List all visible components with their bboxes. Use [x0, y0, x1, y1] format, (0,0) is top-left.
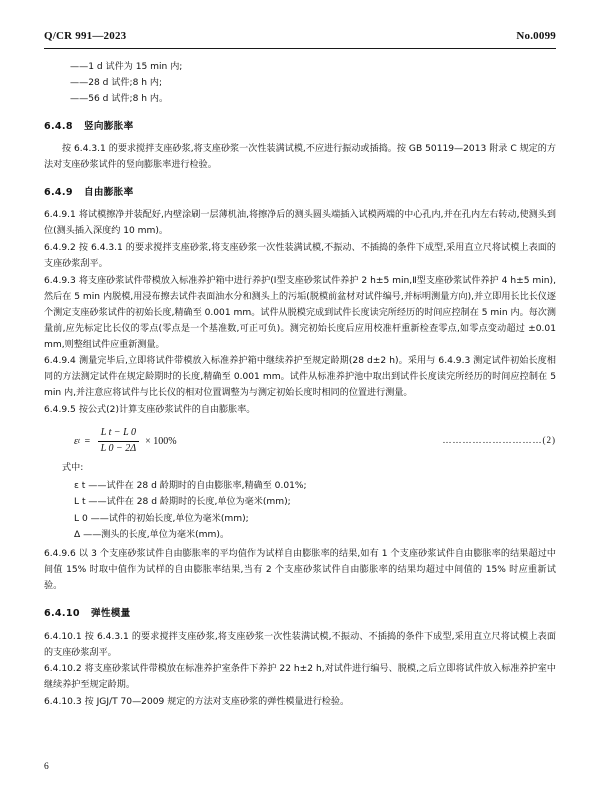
clause-6-4-9-1: [44, 208, 556, 240]
clause-6-4-10-3: [44, 695, 556, 711]
list-item: ——1 d 试件为 15 min 内;: [70, 62, 183, 72]
clause-text: 以 3 个支座砂浆试件自由膨胀率的平均值作为试样自由膨胀率的结果,如有 1 个支座砂浆试件自由膨胀率的结果超过中间值 15% 时取中值作为试样的自由膨胀率结果,当有 2 个支座砂浆试件自由膨胀率的结果均超过中间值的 15% 时应重新试验。: [44, 549, 556, 592]
clause-number: 6.4.10.1: [44, 631, 82, 642]
clause-number: 6.4.9.3: [44, 275, 76, 286]
clause-number: 6.4.9.2: [44, 243, 76, 254]
clause-6-4-10-1: [44, 630, 556, 662]
clause-6-4-10-2: [44, 662, 556, 694]
formula-denominator: L 0 − 2Δ: [100, 442, 137, 454]
clause-6-4-9-2: [44, 241, 556, 273]
definition-item: ε t ——试件在 28 d 龄期时的自由膨胀率,精确至 0.01%;: [74, 481, 307, 492]
list-item: ——28 d 试件;8 h 内;: [70, 78, 163, 89]
clause-text: 按公式(2)计算支座砂浆试件的自由膨胀率。: [78, 405, 256, 416]
clause-number: 6.4.9.6: [44, 549, 76, 560]
standard-number: Q/CR 991—2023: [44, 30, 127, 42]
clause-6-4-9-4: [44, 354, 556, 402]
formula-row: [44, 427, 556, 455]
section-title: 竖向膨胀率: [84, 120, 134, 132]
section-number: 6.4.10: [44, 608, 80, 620]
document-number: No.0099: [516, 30, 556, 42]
formula-lhs-symbol: ε: [74, 435, 78, 447]
paragraph: 按 6.4.3.1 的要求搅拌支座砂浆,将支座砂浆一次性装满试模,不应进行振动或插捣。按 GB 50119—2013 附录 C 规定的方法对支座砂浆试件的竖向膨胀率进行检验。: [44, 144, 556, 170]
section-number: 6.4.9: [44, 186, 73, 198]
page-header: [44, 30, 556, 46]
clause-text: 按 6.4.3.1 的要求搅拌支座砂浆,将支座砂浆一次性装满试模,不振动、不插捣的条件下成型,采用直立尺将试模上表面的支座砂浆刮平。: [44, 631, 556, 658]
clause-text: 将支座砂浆试件带模放在标准养护室条件下养护 22 h±2 h,对试件进行编号、脱模,之后立即将试件放入标准养护室中继续养护至规定龄期。: [44, 664, 556, 691]
definition-item: L t ——试件在 28 d 龄期时的长度,单位为毫米(mm);: [74, 497, 291, 508]
clause-text: 按 JGJ/T 70—2009 规定的方法对支座砂浆的弹性模量进行检验。: [84, 697, 350, 708]
formula-numerator: L t − L 0: [98, 427, 140, 442]
section-heading-6-4-8: [44, 119, 556, 136]
header-divider: [44, 48, 556, 49]
definition-item: L 0 ——试件的初始长度,单位为毫米(mm);: [74, 513, 249, 524]
clause-number: 6.4.10.2: [44, 664, 82, 675]
formula-expression: [74, 427, 177, 455]
document-body: [44, 59, 556, 711]
clause-text: 将支座砂浆试件带模放入标准养护箱中进行养护(Ⅰ型支座砂浆试件养护 2 h±5 min,Ⅱ型支座砂浆试件养护 4 h±5 min),然后在 5 min 内脱模,用浸布擦去试件表面油水分和测头上的污垢(脱模前盆材对试件编号,并标明测量方向),并立即用长比长仪逐个测定支座砂浆试件的初始长度,精确至 0.001 mm。试件从脱模完成到试件长度读完所经历的时间应控制在 5 min 内。每次测量前,应先标定比长仪的零点(零点是一个基准数,可正可负)。测完初始长度后应用校准杆重新检查零点,如零点变动超过 ±0.01 mm,则整组试件应重新测量。: [44, 275, 556, 350]
formula-fraction: [98, 427, 140, 455]
dash-list: [44, 59, 556, 108]
equals-sign: =: [83, 435, 91, 447]
clause-6-4-9-5: [44, 403, 556, 419]
clause-text: 按 6.4.3.1 的要求搅拌支座砂浆,将支座砂浆一次性装满试模,不振动、不插捣的条件下成型,采用直立尺将试模上表面的支座砂浆刮平。: [44, 243, 556, 270]
section-heading-6-4-9: [44, 185, 556, 202]
page-number: 6: [44, 762, 49, 772]
formula-reference: …………………………(2): [442, 435, 556, 446]
symbol-definitions: [44, 478, 556, 543]
section-title: 自由膨胀率: [84, 186, 134, 198]
formula-lhs-subscript: t: [77, 437, 80, 446]
clause-number: 6.4.9.1: [44, 210, 76, 221]
clause-6-4-9-3: [44, 274, 556, 354]
section-title: 弹性模量: [91, 608, 131, 620]
clause-text: 将试模擦净并装配好,内壁涂刷一层薄机油,将擦净后的测头圆头端插入试模两端的中心孔内,并在孔内左右转动,使测头到位(测头插入深度约 10 mm)。: [44, 210, 556, 237]
where-label: 式中:: [62, 463, 84, 474]
clause-number: 6.4.9.5: [44, 405, 76, 416]
clause-number: 6.4.9.4: [44, 356, 76, 367]
clause-text: 测量完毕后,立即将试件带模放入标准养护箱中继续养护至规定龄期(28 d±2 h)。采用与 6.4.9.3 测定试件初始长度相同的方法测定试件在规定龄期时的长度,精确至 0.001 mm。试件从标准养护池中取出到试件长度读完所经历的时间应控制在 5 min 内,并注意应将试件与比长仪的相对位置调整为与测定初始长度时相同的位置进行测量。: [44, 356, 556, 399]
list-item: ——56 d 试件;8 h 内。: [70, 94, 169, 105]
section-heading-6-4-10: [44, 606, 556, 623]
clause-number: 6.4.10.3: [44, 697, 82, 708]
formula-tail: × 100%: [145, 435, 177, 447]
section-number: 6.4.8: [44, 120, 73, 132]
definition-item: Δ ——测头的长度,单位为毫米(mm)。: [74, 530, 230, 541]
clause-6-4-9-6: [44, 547, 556, 595]
